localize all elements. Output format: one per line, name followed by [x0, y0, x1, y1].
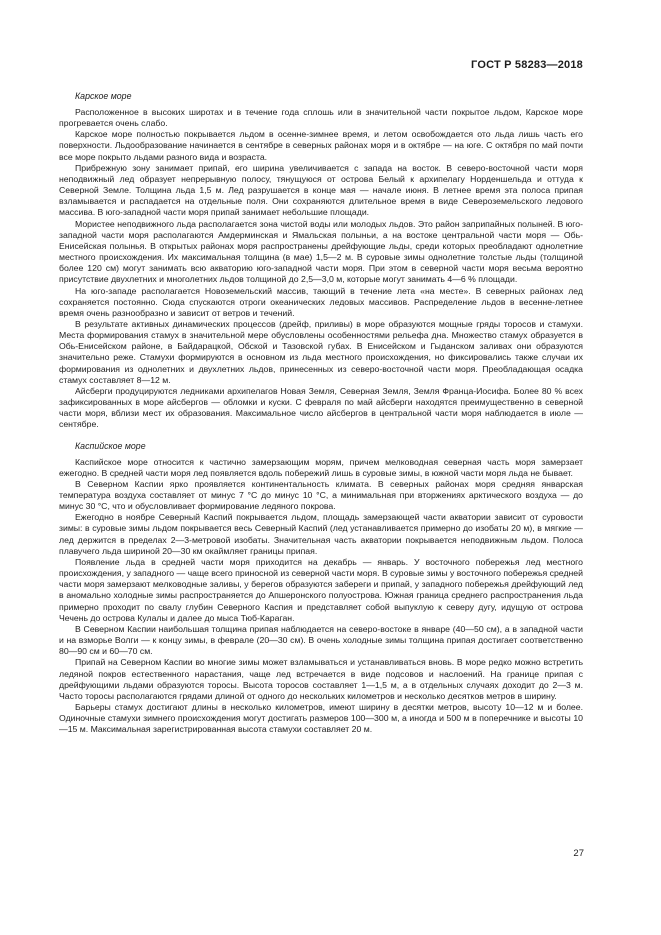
paragraph: Барьеры стамух достигают длины в несколько километров, имеют ширину в десятки метров, высоту 10—12 м и более. Одиночные стамухи зимнего происхождения могут достигать размеров 100—300 м, а иногда и 500 м в поперечнике и высоты 10—15 м. Максимальная зарегистрированная высота стамухи составляет 20 м.: [59, 701, 583, 735]
paragraph: В результате активных динамических процессов (дрейф, приливы) в море образуются мощные гряды торосов и стамухи. Места формирования стамух в значительной мере обусловлены особенностями рельефа дна. Множество стамух образуется в Обь-Енисейском районе, в Байдарацкой, Обской и Тазовской губах. В Енисейском и Гыданском заливах они образуются значительно реже. Стамухи формируются в основном из льда местного происхождения, но фиксировались также случаи их формирования из однолетних и двухлетних льдов, принесенных из северо-восточной части моря. Преобладающая осадка стамух составляет 8—12 м.: [59, 318, 583, 385]
paragraph: Ежегодно в ноябре Северный Каспий покрывается льдом, площадь замерзающей части акватории зависит от суровости зимы: в суровые зимы льдом покрывается весь Северный Каспий (лед устанавливается примерно до изобаты 20 м), в мягкие — лед держится в пределах 2—3-метровой изобаты. Значительная часть акватории покрывается неподвижным льдом. Полоса плавучего льда шириной 20—30 км окаймляет границы припая.: [59, 512, 583, 556]
paragraph: Появление льда в средней части моря приходится на декабрь — январь. У восточного побережья лед местного происхождения, у западного — чаще всего приносной из северной части моря. В суровые зимы у восточного побережья средней части моря замерзают мелководные заливы, у берегов образуются забереги и припай, у западного побережья дрейфующий лед в аномально холодные зимы распространяется до Апшеронского полуострова. Южная граница среднего распространения льда примерно проходит по свалу глубин Северного Каспия и представляет собой выпуклую к северу дугу, идущую от острова Чечень до острова Кулалы и далее до мыса Тюб-Караган.: [59, 556, 583, 623]
paragraph: В Северном Каспии ярко проявляется континентальность климата. В северных районах моря средняя январская температура воздуха составляет от минус 7 °С до минус 10 °С, а минимальная при вторжениях арктического воздуха — до минус 30 °С, что и обусловливает формирование ледяного покрова.: [59, 478, 583, 512]
paragraph: Мористее неподвижного льда располагается зона чистой воды или молодых льдов. Это район заприпайных полыней. В юго-западной части моря располагаются Амдерминская и Ямальская полыньи, а на востоке центральной части моря — Обь-Енисейская полынья. В открытых районах моря распространены дрейфующие льды, среди которых преобладают однолетние местного происхождения. Их максимальная толщина (в мае) 1,5—2 м. В суровые зимы однолетние толстые льды (толщиной более 120 см) могут занимать всю акваторию юго-западной части моря. При этом в северной части моря весьма вероятно присутствие двухлетних и многолетних льдов толщиной до 2,5—3,0 м, которые могут занимать 4—6 % площади.: [59, 218, 583, 285]
paragraph: Каспийское море относится к частично замерзающим морям, причем мелководная северная часть моря замерзает ежегодно. В средней части моря лед появляется вдоль побережий лишь в суровые зимы, в южной части моря льда не бывает.: [59, 456, 583, 478]
paragraph: На юго-западе располагается Новоземельский массив, тающий в течение лета «на месте». В северных районах лед сохраняется постоянно. Сюда спускаются отроги океанических ледовых массивов. Распределение льдов в весенне-летнее время очень разнообразно и зависит от ветров и течений.: [59, 285, 583, 318]
document-code: ГОСТ Р 58283—2018: [471, 59, 583, 71]
paragraph: Айсберги продуцируются ледниками архипелагов Новая Земля, Северная Земля, Земля Франца-Иосифа. Более 80 % всех зафиксированных в море айсбергов — обломки и куски. С февраля по май айсберги находятся преимущественно в северной части моря, вблизи мест их образования. Максимальное число айсбергов в центральной части моря наблюдается в июле — сентябре.: [59, 385, 583, 430]
section-title-caspian-sea: Каспийское море: [75, 440, 146, 451]
section-title-kara-sea: Карское море: [75, 91, 132, 101]
paragraph: Припай на Северном Каспии во многие зимы может взламываться и устанавливаться вновь. В море редко можно встретить ледяной покров естественного нарастания, чаще лед встречается в виде подсовов и наслоений. На границе припая с дрейфующими льдами образуются торосы. Высота торосов составляет 1—1,5 м, а в отдельных случаях доходит до 2—3 м. Часто торосы располагаются грядами длиной от одного до нескольких километров и несколько десятков метров в ширину.: [59, 657, 583, 701]
page-number: 27: [573, 848, 584, 859]
paragraph: В Северном Каспии наибольшая толщина припая наблюдается на северо-востоке в январе (40—50 см), а в западной части и на взморье Волги — к концу зимы, в феврале (20—30 см). В очень холодные зимы толщина припая достигает соответственно 80—90 см и 60—70 см.: [59, 623, 583, 657]
paragraph: Расположенное в высоких широтах и в течение года сплошь или в значительной части покрытое льдом, Карское море прогревается очень слабо.: [59, 107, 583, 129]
page-content: [59, 91, 583, 735]
paragraph: Прибрежную зону занимает припай, его ширина увеличивается с запада на восток. В северо-восточной части моря неподвижный лед образует непрерывную полосу, тянущуюся от острова Белый к архипелагу Норденшельда и оттуда к Северной Земле. Толщина льда 1,5 м. Лед разрушается в конце мая — начале июня. В летнее время эта полоса припая взламывается и распадается на отдельные поля. Они сохраняются длительное время в виде Североземельского ледового массива. В юго-западной части моря припай занимает небольшие площади.: [59, 162, 583, 218]
paragraph: Карское море полностью покрывается льдом в осенне-зимнее время, и летом освобождается ото льда лишь часть его поверхности. Льдообразование начинается в сентябре в северных районах моря и в октябре — на юге. С октября по май почти все море покрыто льдами разного вида и возраста.: [59, 129, 583, 162]
